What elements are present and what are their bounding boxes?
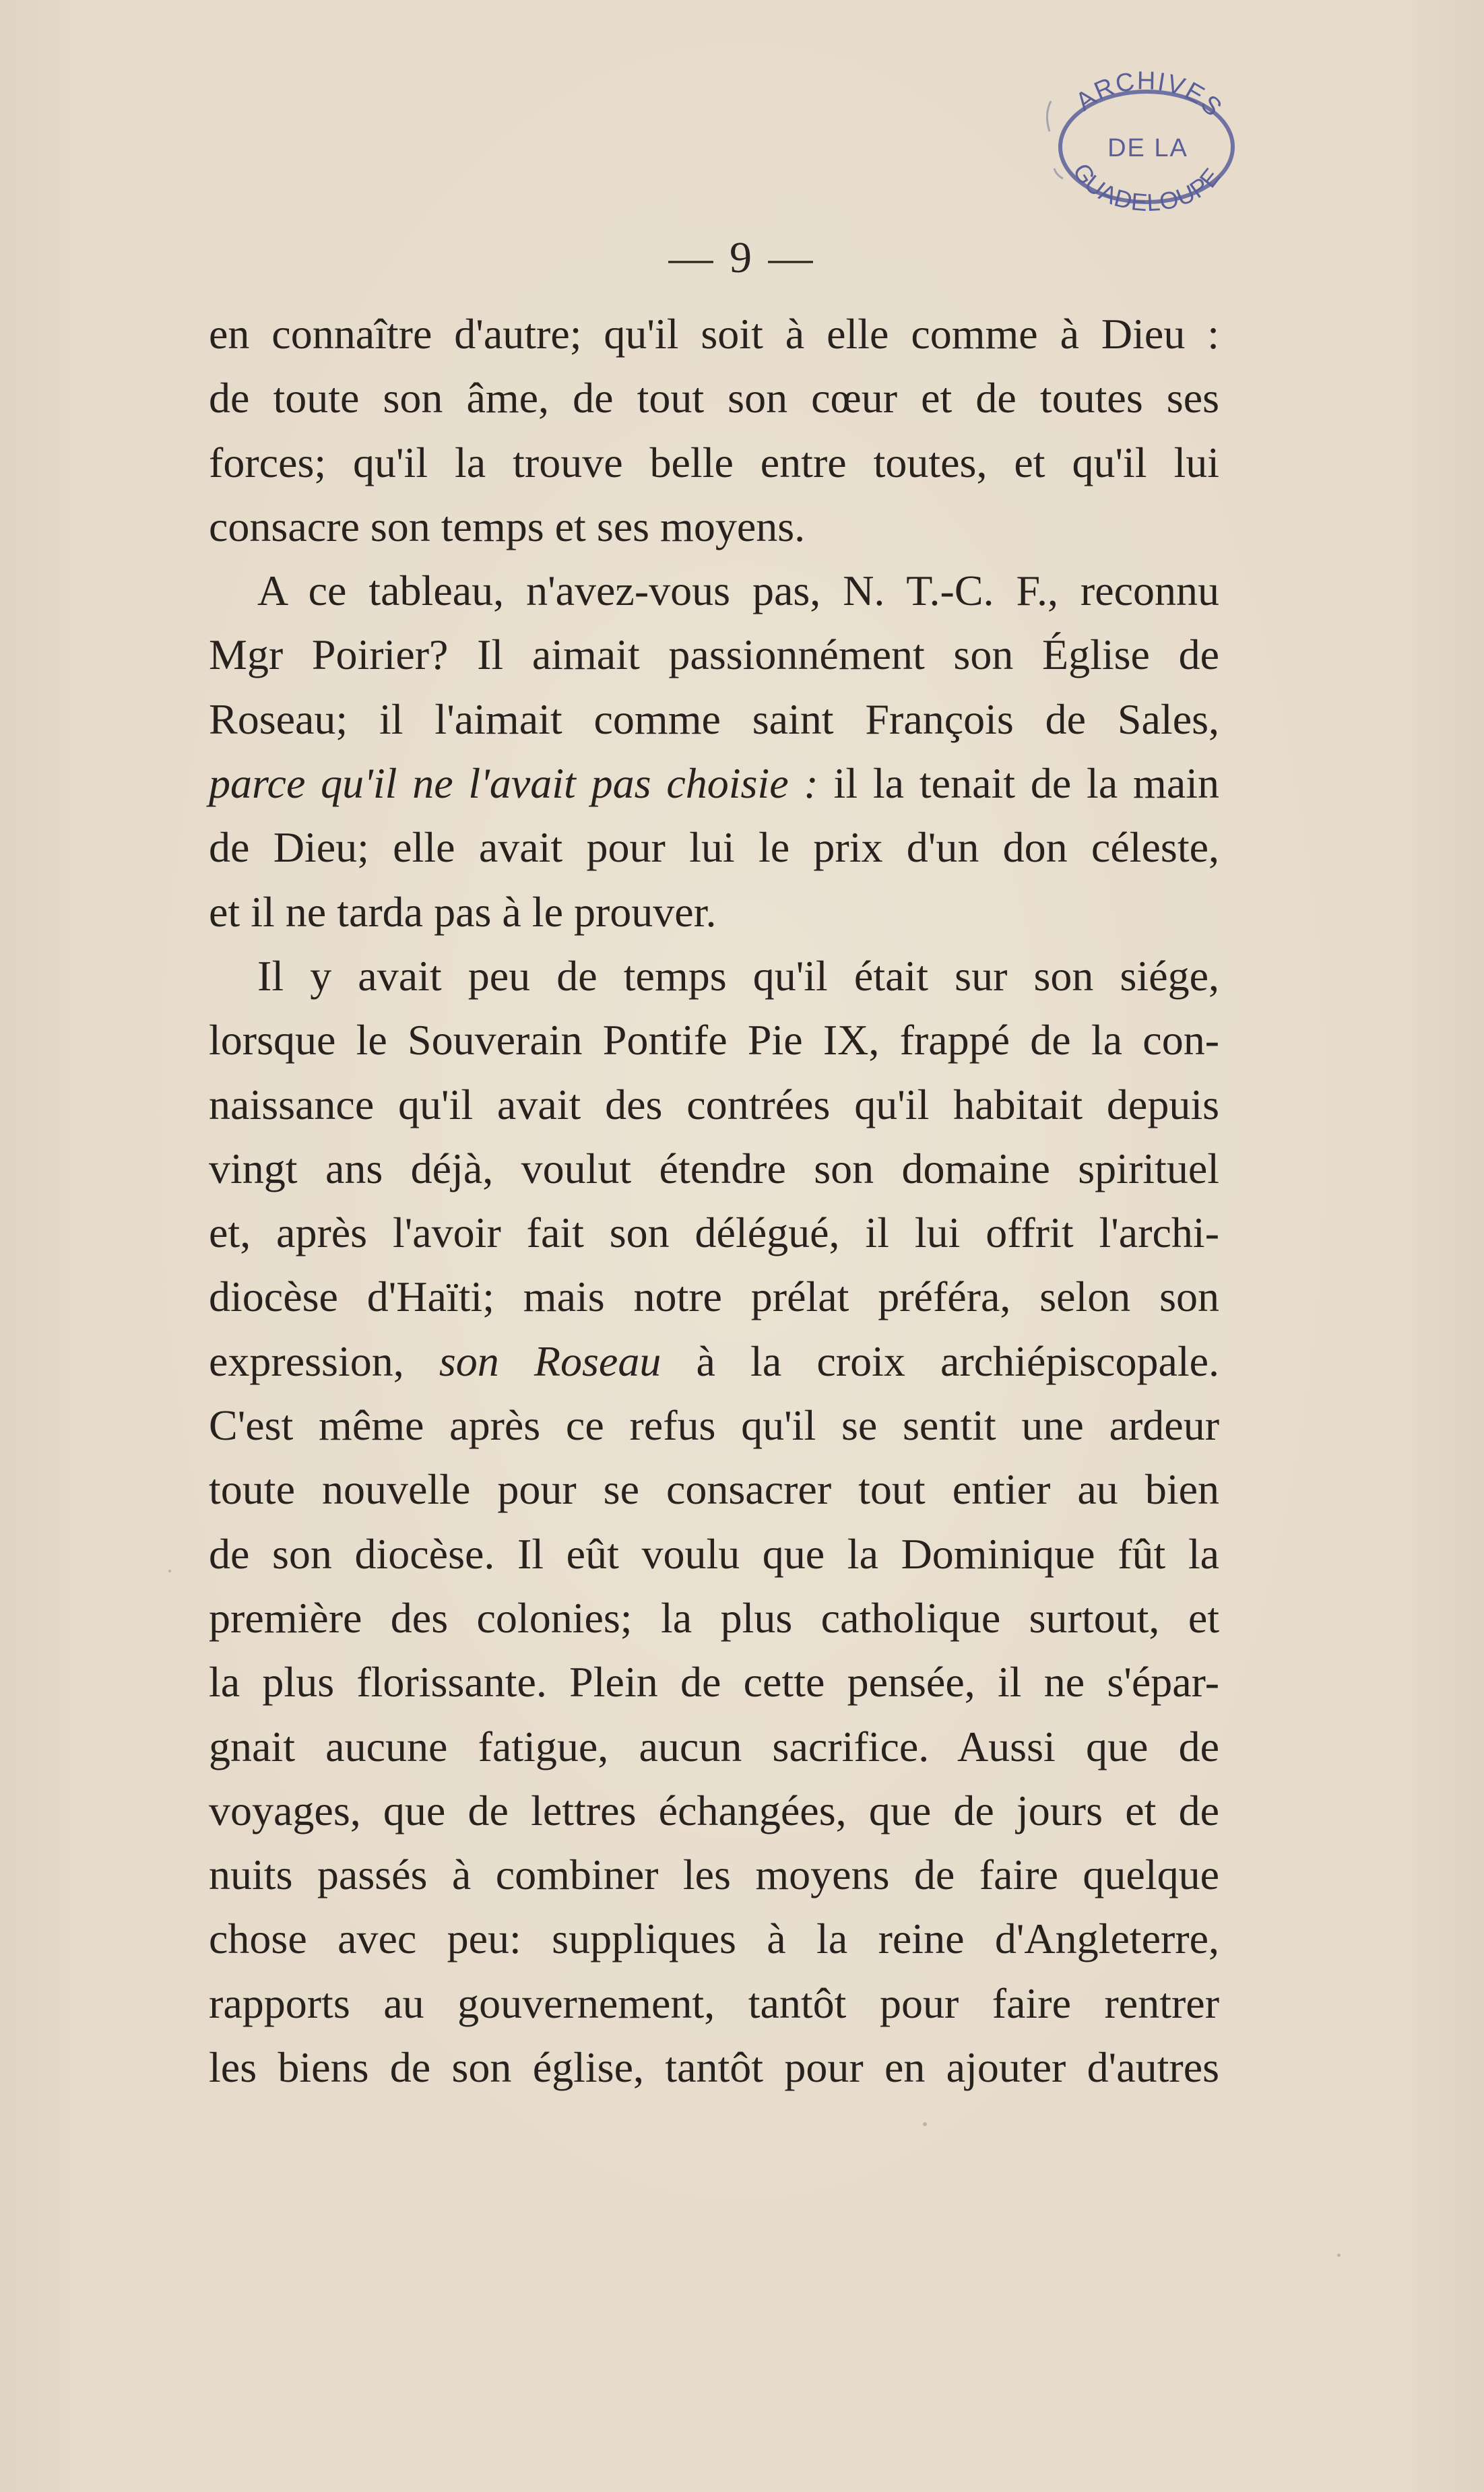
- text-span: expression,: [209, 1337, 439, 1385]
- text-line: forces; qu'il la trouve belle entre toutes, et qu'il lui: [209, 438, 1219, 486]
- italic-phrase: parce qu'il ne l'avait pas choisie :: [209, 759, 818, 808]
- text-line: première des colonies; la plus catholique surtout, et: [209, 1593, 1219, 1642]
- text-line: lorsque le Souverain Pontife Pie IX, frappé de la con-: [209, 1016, 1219, 1064]
- text-line: de son diocèse. Il eût voulu que la Dominique fût la: [209, 1529, 1219, 1578]
- text-line-mixed: [209, 1329, 1219, 1393]
- stamp-line-3: GUADELOUPE: [1067, 158, 1227, 217]
- text-line: C'est même après ce refus qu'il se sentit une ardeur: [209, 1401, 1219, 1450]
- text-line: les biens de son église, tantôt pour en ajouter d'autres: [209, 2043, 1219, 2092]
- archives-stamp: [1024, 67, 1253, 222]
- body-text: [209, 302, 1219, 2099]
- text-line: A ce tableau, n'avez-vous pas, N. T.-C. F., reconnu: [257, 567, 1219, 615]
- text-span: à la croix archiépiscopale.: [696, 1337, 1220, 1385]
- text-line: toute nouvelle pour se consacrer tout entier au bien: [209, 1465, 1219, 1514]
- text-line: la plus florissante. Plein de cette pensée, il ne s'épar-: [209, 1658, 1219, 1706]
- text-line: rapports au gouvernement, tantôt pour faire rentrer: [209, 1979, 1219, 2027]
- text-line: consacre son temps et ses moyens.: [209, 502, 806, 550]
- text-line: chose avec peu: suppliques à la reine d'Angleterre,: [209, 1915, 1219, 1963]
- text-line: de Dieu; elle avait pour lui le prix d'un don céleste,: [209, 823, 1219, 872]
- text-line: diocèse d'Haïti; mais notre prélat préféra, selon son: [209, 1273, 1219, 1321]
- text-span: il la tenait de la main: [818, 759, 1220, 808]
- text-line: gnait aucune fatigue, aucun sacrifice. Aussi que de: [209, 1722, 1219, 1770]
- paper-speck: [923, 2122, 927, 2126]
- text-line-mixed: [209, 751, 1219, 815]
- svg-text:GUADELOUPE: [1068, 158, 1226, 216]
- text-line: Il y avait peu de temps qu'il était sur son siége,: [257, 951, 1219, 1000]
- paper-speck: [1337, 2254, 1341, 2257]
- text-line: et il ne tarda pas à le prouver.: [209, 887, 717, 936]
- text-line: en connaître d'autre; qu'il soit à elle comme à Dieu :: [209, 310, 1219, 358]
- text-line: nuits passés à combiner les moyens de faire quelque: [209, 1851, 1219, 1899]
- italic-phrase: son Roseau: [439, 1337, 662, 1385]
- text-line: et, après l'avoir fait son délégué, il lui offrit l'archi-: [209, 1209, 1219, 1257]
- stamp-line-1: ARCHIVES: [1070, 67, 1228, 123]
- stamp-line-2: DE LA: [1107, 134, 1188, 162]
- text-line: de toute son âme, de tout son cœur et de toutes ses: [209, 374, 1219, 422]
- page-number: — 9 —: [668, 233, 816, 282]
- text-line: Roseau; il l'aimait comme saint François de Sales,: [209, 695, 1219, 743]
- text-line: naissance qu'il avait des contrées qu'il habitait depuis: [209, 1080, 1219, 1128]
- text-line: voyages, que de lettres échangées, que de jours et de: [209, 1786, 1219, 1834]
- paper-speck: [168, 1570, 171, 1572]
- text-line: Mgr Poirier? Il aimait passionnément son Église de: [209, 631, 1219, 679]
- text-line: vingt ans déjà, voulut étendre son domaine spirituel: [209, 1144, 1219, 1192]
- svg-text:ARCHIVES: [1070, 67, 1227, 123]
